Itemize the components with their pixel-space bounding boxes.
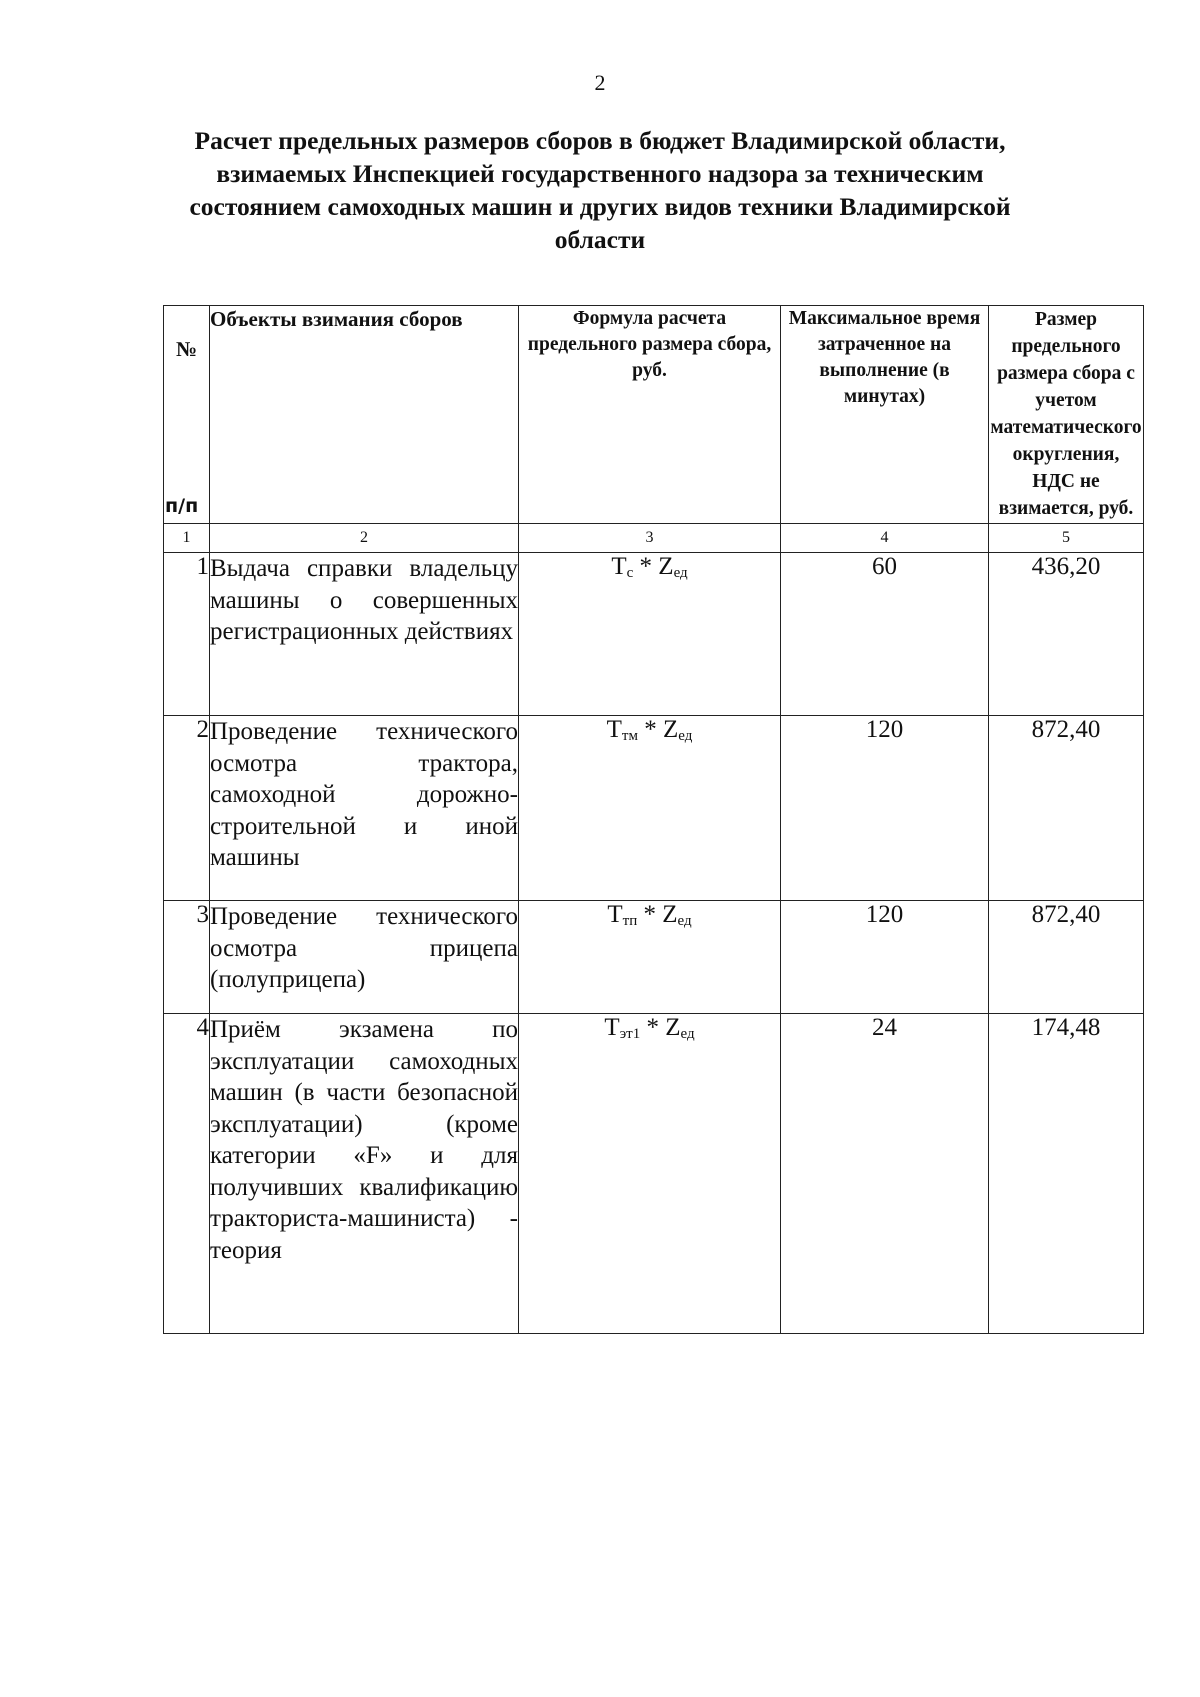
column-number: 5 [989, 524, 1144, 553]
table-row [164, 1014, 1144, 1334]
column-number: 2 [210, 524, 519, 553]
row-number: 1 [164, 553, 210, 716]
page-number: 2 [594, 70, 606, 95]
column-number: 1 [164, 524, 210, 553]
table-row [164, 716, 1144, 901]
header-formula: Формула расчета предельного размера сбора, руб. [519, 306, 781, 524]
header-objects: Объекты взимания сборов [210, 306, 519, 524]
row-sum: 872,40 [989, 901, 1144, 1014]
table-row [164, 901, 1144, 1014]
row-object: Проведение технического осмотра прицепа (полуприцепа) [210, 901, 519, 1014]
row-sum: 436,20 [989, 553, 1144, 716]
column-number: 4 [781, 524, 989, 553]
row-object: Проведение технического осмотра трактора, самоходной дорожно-строительной и иной машины [210, 716, 519, 901]
row-time: 120 [781, 716, 989, 901]
title-line: взимаемых Инспекцией государственного надзора за техническим [216, 159, 984, 188]
header-number-sign: № [175, 337, 198, 361]
table-header-row [164, 306, 1144, 524]
header-number-pp: п/п [165, 495, 199, 517]
column-numbers-row [164, 524, 1144, 553]
row-formula: $T_{тм} * Z_{ед}$ [519, 716, 781, 901]
column-number: 3 [519, 524, 781, 553]
row-time: 60 [781, 553, 989, 716]
row-object: Выдача справки владельцу машины о совершенных регистрационных действиях [210, 553, 519, 716]
row-time: 120 [781, 901, 989, 1014]
row-formula: $T_{эт1} * Z_{ед}$ [519, 1014, 781, 1334]
row-number: 3 [164, 901, 210, 1014]
title-line: Расчет предельных размеров сборов в бюджет Владимирской области, [194, 126, 1006, 155]
row-object: Приём экзамена по эксплуатации самоходных машин (в части безопасной эксплуатации) (кроме категории «F» и для получивших квалификацию тракториста-машиниста) - теория [210, 1014, 519, 1334]
title-line: состоянием самоходных машин и других видов техники Владимирской [189, 192, 1011, 221]
row-number: 4 [164, 1014, 210, 1334]
row-sum: 872,40 [989, 716, 1144, 901]
table-row [164, 553, 1144, 716]
document-title [150, 124, 1050, 256]
title-line: области [554, 225, 646, 254]
row-formula: $T_{тп} * Z_{ед}$ [519, 901, 781, 1014]
header-fee-size: Размер предельного размера сбора с учетом математического округления, НДС не взимается, руб. [989, 306, 1144, 524]
row-number: 2 [164, 716, 210, 901]
row-formula: $T_с * Z_{ед}$ [519, 553, 781, 716]
header-number [164, 306, 210, 524]
header-time: Максимальное время затраченное на выполнение (в минутах) [781, 306, 989, 524]
row-sum: 174,48 [989, 1014, 1144, 1334]
row-time: 24 [781, 1014, 989, 1334]
fees-table [163, 305, 1144, 1334]
